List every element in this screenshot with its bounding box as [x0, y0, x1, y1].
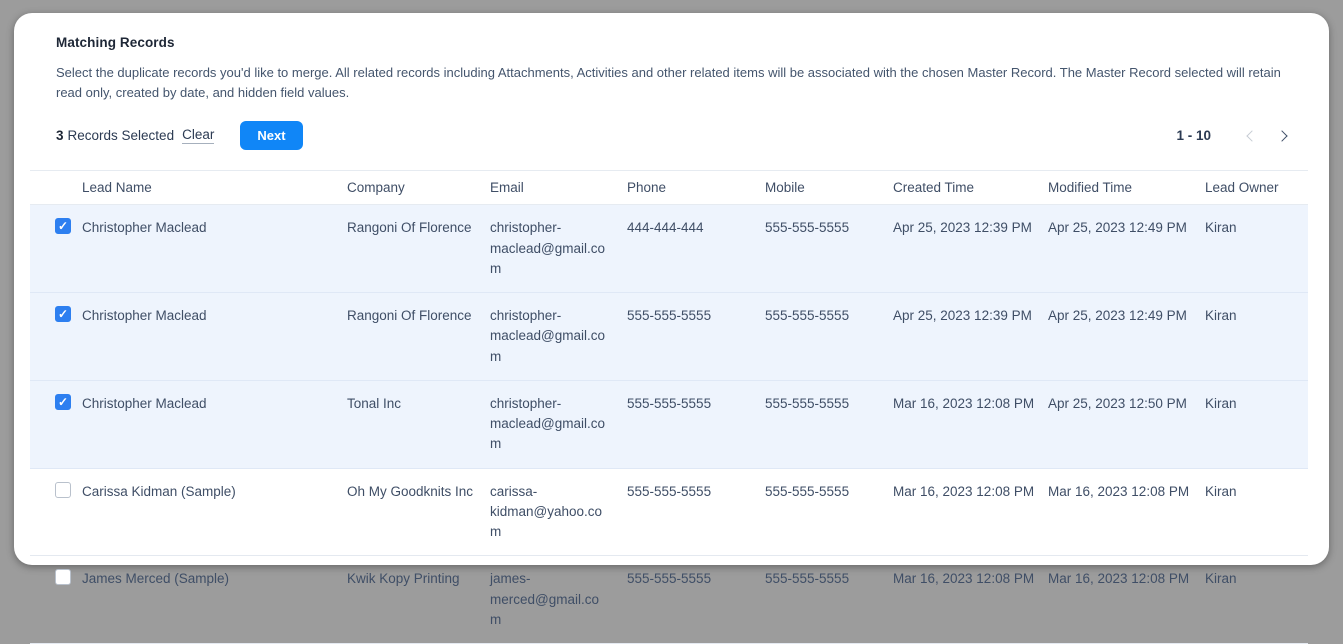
cell-mobile: 555-555-5555 — [765, 293, 893, 381]
cell-email: christopher-maclead@gmail.com — [490, 205, 627, 293]
table-row — [30, 293, 1308, 381]
cell-lead-owner: Kiran — [1205, 205, 1308, 293]
row-checkbox[interactable] — [55, 306, 71, 322]
cell-modified-time: Apr 25, 2023 12:50 PM — [1048, 380, 1205, 468]
cell-modified-time: Apr 25, 2023 12:49 PM — [1048, 205, 1205, 293]
selected-count: 3 — [56, 128, 64, 144]
panel-description: Select the duplicate records you'd like to merge. All related records including Attachments, Activities and other related items will be associated with the chosen Master Record. The Master Record selected will retain read only, created by date, and hidden field values. — [56, 65, 1281, 101]
cell-created-time: Mar 16, 2023 12:08 PM — [893, 556, 1048, 644]
cell-phone: 555-555-5555 — [627, 293, 765, 381]
col-header-company: Company — [347, 171, 490, 205]
clear-selection-link[interactable]: Clear — [182, 127, 215, 143]
col-header-email: Email — [490, 171, 627, 205]
cell-lead-owner: Kiran — [1205, 556, 1308, 644]
cell-lead-name: Christopher Maclead — [82, 380, 347, 468]
table-row — [30, 468, 1308, 556]
row-checkbox[interactable] — [55, 482, 71, 498]
cell-lead-name: Carissa Kidman (Sample) — [82, 468, 347, 556]
cell-lead-name: Christopher Maclead — [82, 293, 347, 381]
cell-lead-owner: Kiran — [1205, 468, 1308, 556]
cell-company: Rangoni Of Florence — [347, 293, 490, 381]
cell-modified-time: Mar 16, 2023 12:08 PM — [1048, 556, 1205, 644]
col-header-lead-owner: Lead Owner — [1205, 171, 1308, 205]
cell-mobile: 555-555-5555 — [765, 468, 893, 556]
cell-phone: 555-555-5555 — [627, 380, 765, 468]
cell-phone: 444-444-444 — [627, 205, 765, 293]
cell-company: Tonal Inc — [347, 380, 490, 468]
cell-created-time: Apr 25, 2023 12:39 PM — [893, 293, 1048, 381]
cell-company: Rangoni Of Florence — [347, 205, 490, 293]
table-row — [30, 205, 1308, 293]
table-row — [30, 380, 1308, 468]
cell-email: james-merced@gmail.com — [490, 556, 627, 644]
table-row — [30, 556, 1308, 644]
pagination-range: 1 - 10 — [1176, 128, 1211, 144]
cell-lead-name: Christopher Maclead — [82, 205, 347, 293]
cell-lead-name: James Merced (Sample) — [82, 556, 347, 644]
cell-created-time: Apr 25, 2023 12:39 PM — [893, 205, 1048, 293]
cell-company: Oh My Goodknits Inc — [347, 468, 490, 556]
table-header-row — [30, 171, 1308, 205]
cell-mobile: 555-555-5555 — [765, 205, 893, 293]
next-button[interactable]: Next — [240, 121, 302, 150]
col-header-created-time: Created Time — [893, 171, 1048, 205]
checkbox-column-header — [30, 171, 82, 205]
records-table-wrapper — [30, 170, 1308, 644]
cell-modified-time: Apr 25, 2023 12:49 PM — [1048, 293, 1205, 381]
cell-mobile: 555-555-5555 — [765, 556, 893, 644]
selected-count-label: Records Selected — [67, 128, 175, 144]
matching-records-panel — [14, 13, 1329, 627]
cell-company: Kwik Kopy Printing — [347, 556, 490, 644]
col-header-lead-name: Lead Name — [82, 171, 347, 205]
row-checkbox[interactable] — [55, 218, 71, 234]
cell-modified-time: Mar 16, 2023 12:08 PM — [1048, 468, 1205, 556]
cell-email: christopher-maclead@gmail.com — [490, 380, 627, 468]
cell-email: carissa-kidman@yahoo.com — [490, 468, 627, 556]
cell-mobile: 555-555-5555 — [765, 380, 893, 468]
controls-bar — [56, 121, 1299, 150]
cell-created-time: Mar 16, 2023 12:08 PM — [893, 380, 1048, 468]
cell-phone: 555-555-5555 — [627, 468, 765, 556]
cell-lead-owner: Kiran — [1205, 293, 1308, 381]
cell-email: christopher-maclead@gmail.com — [490, 293, 627, 381]
chevron-left-icon[interactable] — [1237, 123, 1267, 149]
col-header-modified-time: Modified Time — [1048, 171, 1205, 205]
panel-header — [14, 13, 1329, 150]
pagination — [1176, 123, 1299, 149]
row-checkbox[interactable] — [55, 569, 71, 585]
page-title: Matching Records — [56, 35, 175, 50]
row-checkbox[interactable] — [55, 394, 71, 410]
records-table — [30, 170, 1308, 644]
cell-phone: 555-555-5555 — [627, 556, 765, 644]
col-header-mobile: Mobile — [765, 171, 893, 205]
cell-created-time: Mar 16, 2023 12:08 PM — [893, 468, 1048, 556]
col-header-phone: Phone — [627, 171, 765, 205]
cell-lead-owner: Kiran — [1205, 380, 1308, 468]
chevron-right-icon[interactable] — [1267, 123, 1297, 149]
